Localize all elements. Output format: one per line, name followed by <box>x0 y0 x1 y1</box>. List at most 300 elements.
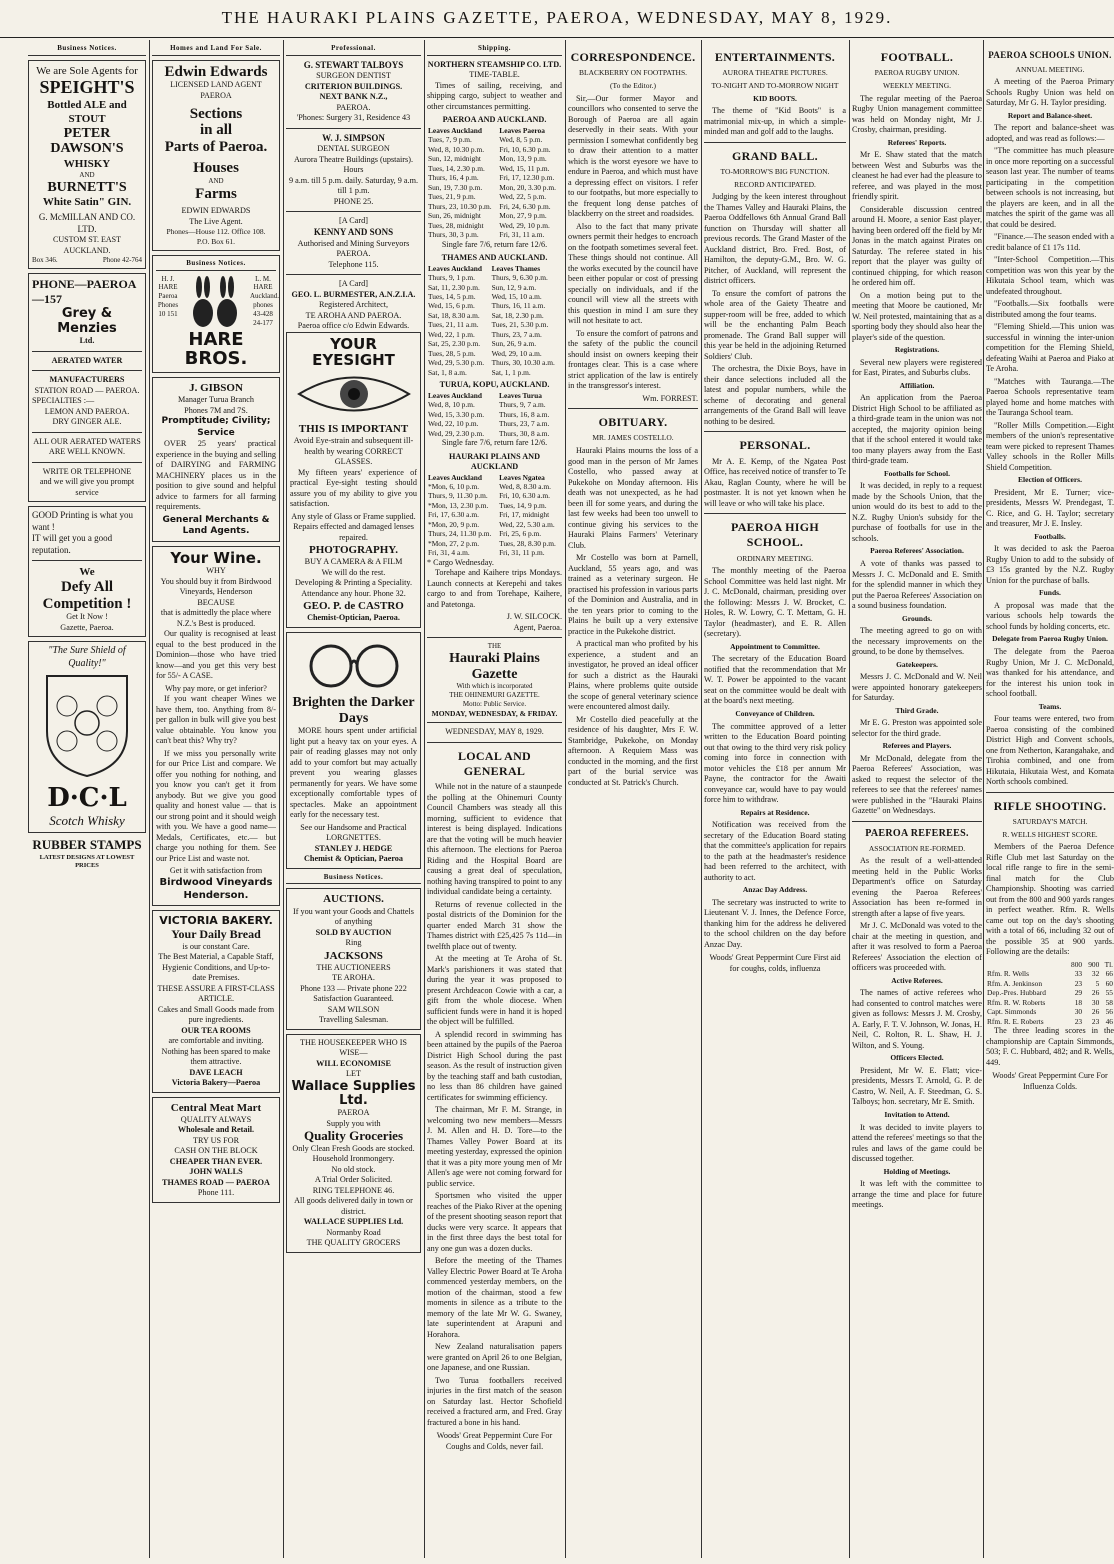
score-cell: 23 <box>1091 1016 1100 1026</box>
table-cell: Tues, 28, 5 p.m. <box>428 348 476 358</box>
ad-text: Parts of Paeroa. <box>164 138 268 155</box>
ad-brand: Brighten the Darker Days <box>292 695 415 726</box>
timetable-row <box>427 192 562 201</box>
timetable-row <box>427 339 562 348</box>
ad-text: Registered Architect, <box>318 300 389 309</box>
table-cell: Thurs, 9, 11.30 p.m. <box>428 491 488 501</box>
timetable-title: PAEROA AND AUCKLAND. <box>442 115 547 125</box>
ad-text: H. J. HARE Paeroa Phones 10 151 <box>157 274 179 319</box>
table-cell: Wed, 22, 5 p.m. <box>499 192 547 202</box>
paragraph: "Matches with Tauranga.—The Paeroa Schools representative team played home and home matches with the Tauranga School team. <box>986 376 1114 418</box>
wallace-ad <box>286 1034 421 1253</box>
section-heading: FOOTBALL. <box>880 50 954 64</box>
ad-text: Promptitude; Civility; Service <box>161 416 271 438</box>
paragraph: Notification was received from the secretary of the Education Board stating that the committee's application for repairs to the path at the headmaster's residence had been referred to the architect, with authority to act. <box>704 820 846 882</box>
ad-text: AND <box>79 170 95 179</box>
score-cell <box>986 960 1066 969</box>
score-table <box>986 960 1114 1026</box>
paragraph: Mr McDonald, delegate from the Paeroa Referees' Association, was asked to request the selector of the referees to see that the referees' names were published in the "Hauraki Plains Gazette" on Wednesdays. <box>852 753 982 816</box>
timetable-row <box>427 292 562 301</box>
table-cell: Wed, 29, 2.30 p.m. <box>428 428 485 438</box>
paragraph: It was decided to invite players to attend the referees' meetings so that the rules and laws of the game could be discussed together. <box>852 1122 982 1164</box>
ad-text: G. STEWART TALBOYS <box>303 59 404 70</box>
auctions-ad <box>286 888 421 1029</box>
shipping-company: NORTHERN STEAMSHIP CO. LTD. <box>427 59 562 69</box>
article-body <box>704 192 846 427</box>
table-cell: *Mon, 20, 9 p.m. <box>428 519 480 529</box>
table-cell: Fri, 25, 6 p.m. <box>499 529 542 539</box>
score-header <box>986 960 1114 969</box>
ad-text: Household Ironmongery. <box>312 1154 395 1164</box>
paragraph-heading: Affiliation. <box>899 380 935 390</box>
score-cell: Rfm. R. Wells <box>987 969 1029 979</box>
article-body <box>704 566 846 950</box>
ad-text: Avoid Eye-strain and subsequent ill-health by wearing CORRECT GLASSES. <box>293 436 414 467</box>
ad-text: Ring <box>345 938 362 948</box>
score-cell: 60 <box>1105 978 1113 988</box>
section-heading: OBITUARY. <box>598 415 668 430</box>
timetable-row <box>427 358 562 367</box>
column-rule <box>424 40 425 1558</box>
section-heading: GRAND BALL. <box>732 148 818 163</box>
section-heading: PAEROA SCHOOLS UNION. <box>988 50 1112 60</box>
paragraph: The monthly meeting of the Paeroa School Committee was held last night. Mr J. C. McDonald, chairman, presiding over the following: Messrs J. W. Brocket, C. Holes, R. W. Lowry, C. T. Mettam, G. H. Taylor (headmaster), and E. R. Allen (secretary). <box>704 566 846 639</box>
ad-text: Chemist & Optician, Paeroa <box>304 854 403 864</box>
ad-text: THIS IS IMPORTANT <box>298 423 409 435</box>
timetable-row <box>427 510 562 519</box>
paragraph-heading: Registrations. <box>894 345 940 355</box>
table-cell: Fri, 31, 11 p.m. <box>499 548 545 558</box>
table-cell: Thurs, 16, 4 p.m. <box>428 173 479 183</box>
table-cell: Wed, 29, 10 a.m. <box>491 348 542 358</box>
ad-text: Authorised and Mining Surveyors PAEROA. <box>297 238 410 258</box>
table-cell: Wed, 8, 8.30 a.m. <box>499 482 552 492</box>
table-cell: Thurs, 9, 7 a.m. <box>499 400 546 410</box>
timetable-row <box>427 400 562 409</box>
table-header-cell: Leaves Ngatea <box>499 472 545 482</box>
signature: Agent, Paeroa. <box>513 622 562 632</box>
brighten-ad <box>286 632 421 869</box>
paragraph: Mr E. G. Preston was appointed sole selector for the third grade. <box>852 718 982 738</box>
table-cell: Thurs, 30, 10.30 a.m. <box>491 358 555 368</box>
score-cell: 32 <box>1091 969 1100 979</box>
ad-phone: PHONE 25. <box>333 196 374 206</box>
ad-text: AND <box>208 176 224 185</box>
score-row <box>986 988 1114 997</box>
timetable-row <box>427 273 562 282</box>
paragraph: The meeting agreed to go on with the necessary improvements on the ground, to be done by themselves. <box>852 626 982 657</box>
ad-text: Satisfaction Guaranteed. <box>313 994 394 1004</box>
ad-phone: Phones—House 112. Office 108. <box>166 227 266 237</box>
ad-text: TRY US FOR <box>192 1135 240 1145</box>
timetable-row <box>427 429 562 438</box>
table-cell: Sun, 26, 9 a.m. <box>491 339 537 349</box>
ad-text: THESE ASSURE A FIRST-CLASS ARTICLE. <box>157 983 275 1004</box>
ad-text: SAM WILSON <box>327 1004 380 1014</box>
table-cell: Sat, 18, 2.30 p.m. <box>491 310 544 320</box>
timetable-header <box>427 473 562 482</box>
table-cell: Tues, 14, 2.30 p.m. <box>428 163 485 173</box>
timetable-note: * Cargo Wednesday. <box>427 557 494 567</box>
article-subheading: TO-NIGHT AND TO-MORROW NIGHT <box>711 80 839 90</box>
ad-text: Your Daily Bread <box>171 927 261 942</box>
table-cell: Sat, 18, 8.30 a.m. <box>428 310 480 320</box>
category-label: Shipping. <box>427 44 562 56</box>
ad-text: LICENSED LAND AGENT <box>170 80 262 90</box>
table-cell: Wed, 29, 5.30 p.m. <box>428 358 485 368</box>
timetable-thames <box>427 264 562 378</box>
table-cell: Wed, 22, 5.30 a.m. <box>499 519 555 529</box>
table-header-cell: Leaves Thames <box>491 263 541 273</box>
paragraph: Mr E. Shaw stated that the match between West and Suburbs was the cleanest he had ever had the pleasure to referee, and was played in the most friendly spirit. <box>852 150 982 202</box>
article-body: Members of the Paeroa Defence Rifle Club met last Saturday on the local rifle range to fire in the semi-final match for the Club Championship. Shooting was carried out from the 800 and 900 yards ranges in perfect weather. Rfm. R. Wells came out top on the day's shooting with a total of 66, including 32 out of the possible 35 at 900 yards. Following are the details: <box>986 842 1114 957</box>
ad-text: [A Card] <box>339 216 368 226</box>
timetable-row <box>427 283 562 292</box>
column-rule <box>565 40 566 1558</box>
table-cell: Wed, 15, 10 a.m. <box>491 291 542 301</box>
table-cell: Thurs, 30, 8 a.m. <box>499 428 550 438</box>
paragraph: While not in the nature of a staunpede the polling at the Ohinemuri County Council Chambers was steady all this morning, sufficient to evidence that interest is being displayed. Indications are that the voting will be much heavier this afternoon. The elections for Paeroa Riding and the Hospital Board are causing a great deal of speculation, nothing having transpired to point to any individual candidate being a certainty. <box>427 782 562 897</box>
ad-text: Woods' Great Peppermint Cure For Coughs and Colds, never fail. <box>436 1431 553 1451</box>
ad-firm: G. McMILLAN AND CO. LTD. <box>38 212 136 234</box>
paragraph: As the result of a well-attended meeting held in the Public Works Department's office on Saturday evening the Paeroa Referees' Association has been re-formed in strength after a lapse of five years. <box>852 856 982 918</box>
ad-text: STANLEY J. HEDGE <box>314 843 393 853</box>
timetable-row <box>427 164 562 173</box>
ad-text: Cakes and Small Goods made from pure ingredients. <box>157 1004 275 1025</box>
grey-menzies-ad <box>28 273 146 502</box>
table-header-cell: Leaves Turua <box>499 390 542 400</box>
paragraph: Judging by the keen interest throughout the Thames Valley and Hauraki Plains, the Paeroa Oddfellows 6th Annual Grand Ball function on Thursday will shatter all previous records. The Grand Master of the Auckland district, Bro. Fred. Bost, of Hamilton, the deputy-G.M., Bro. W. G. Pitcher, of Auckland, will represent the district officers. <box>704 192 846 286</box>
score-cell: Dep.-Pres. Hubbard <box>987 988 1046 998</box>
paragraph-heading: Repairs at Residence. <box>740 807 810 817</box>
paragraph: Four teams were entered, two from Paeroa consisting of the combined District High and Convent schools, one from Netherton, Karangahake, and Tirohia combined, and one from Hikutaia, Hikutaia West, and Komata North schools combined. <box>986 714 1114 787</box>
ad-text: GOOD Printing is what you want ! <box>32 510 133 532</box>
rabbits-icon <box>185 275 245 330</box>
ad-text: Defy All <box>60 579 114 596</box>
ad-text: 9 a.m. till 5 p.m. daily. Saturday, 9 a.m. till 1 p.m. <box>288 175 418 196</box>
paragraph: Hauraki Plains mourns the loss of a good man in the person of Mr James Costello, who passed away at Pukekohe on Monday afternoon. His death was not unexpected, as he had been ill for some years, and during the last few weeks had been too unwell to continue giving his services to the Hauraki Plains Farmers' Veterinary Club. <box>568 446 698 550</box>
score-cell: 800 <box>1071 959 1083 969</box>
ad-text: Only Clean Fresh Goods are stocked. <box>292 1143 415 1153</box>
table-cell: Sat, 1, 8 a.m. <box>428 367 467 377</box>
ad-text: PAEROA. <box>336 102 371 112</box>
kenny-card <box>286 216 421 270</box>
ad-phone: RING TELEPHONE 46. <box>312 1185 395 1195</box>
ad-text: MORE hours spent under artificial light put a heavy tax on your eyes. A pair of reading glasses may not only add to your comfort but may actually prevent you wearing glasses permanently for years. We have some exceptionally comfortable types of spectacles. Make an appointment early for the necessary test. <box>290 726 417 820</box>
ad-text: SURGEON DENTIST <box>316 71 391 81</box>
article-subheading: ASSOCIATION RE-FORMED. <box>868 843 966 853</box>
score-cell: Capt. Simmonds <box>987 1007 1037 1017</box>
ad-text: Any style of Glass or Frame supplied. <box>291 511 416 521</box>
timetable-row <box>427 529 562 538</box>
ad-text: LET <box>345 1069 361 1079</box>
ad-brand: Central Meat Mart <box>170 1101 262 1114</box>
meat-mart-ad <box>152 1097 280 1203</box>
ad-text: Woods' Great Peppermint Cure For Influenza Colds. <box>992 1071 1108 1091</box>
ad-text: Scotch Whisky <box>49 812 125 828</box>
ad-text: CASH ON THE BLOCK <box>174 1146 258 1156</box>
paragraph: The secretary was instructed to write to Lieutenant V. J. Innes, the Defence Force, thanking him for the address he delivered to the school children on the day before Anzac Day. <box>704 897 846 949</box>
score-cell: 56 <box>1105 1007 1113 1017</box>
table-cell: Thurs, 23, 7 a.m. <box>499 419 550 429</box>
ad-phone: Phone 111. <box>197 1188 235 1198</box>
table-cell: Thurs, 23, 7 a.m. <box>491 329 542 339</box>
score-cell: 26 <box>1091 988 1100 998</box>
ad-text: If you want your Goods and Chattels of anything <box>293 906 414 927</box>
timetable-title: THAMES AND AUCKLAND. <box>441 253 548 263</box>
table-cell: Wed, 15, 11 p.m. <box>499 163 550 173</box>
paragraph: The report and balance-sheet was adopted, and was read as follows:— <box>986 123 1114 143</box>
table-cell: Mon, 27, 9 p.m. <box>499 211 547 221</box>
hare-bros-ad <box>152 255 280 374</box>
paragraph: Mr Costello was born at Parnell, Auckland, 55 years ago, and was trained as a veterinary surgeon. He practised his profession in various parts of the Dominion and Australia, and in the ten years prior to coming to the Plains he built up a very extensive practice in the Pukekohe district. <box>568 553 698 636</box>
ad-text: We are Sole Agents for <box>36 64 138 77</box>
ad-text: GEO. P. de CASTRO <box>303 600 404 613</box>
ad-text: TE AROHA. <box>332 973 375 983</box>
paragraph: "Inter-School Competition.—This competition was won this year by the Hikutaia School team, which was undefeated throughout. <box>986 255 1114 296</box>
article-subheading: (To the Editor.) <box>610 80 656 90</box>
table-header-cell: Leaves Paeroa <box>499 125 545 135</box>
timetable-fare: Single fare 7/6, return fare 12/6. <box>441 438 548 448</box>
table-cell: Sun, 12, 9 a.m. <box>491 282 537 292</box>
score-cell: 33 <box>1074 969 1083 979</box>
paragraph: A meeting of the Paeroa Primary Schools Rugby Union was held on Saturday, Mr G. H. Taylor presiding. <box>986 77 1114 108</box>
timetable-row <box>427 349 562 358</box>
column-rule <box>283 40 284 1558</box>
section-heading: ENTERTAINMENTS. <box>714 50 836 64</box>
table-cell: Fri, 31, 11 a.m. <box>499 230 545 240</box>
score-cell: 55 <box>1105 988 1113 998</box>
rubber-stamps-ad <box>28 837 146 870</box>
article-body: The three leading scores in the championship are Captain Simmonds, 503; F. C. Hubbard, 482; and R. Wells, 449. <box>986 1026 1114 1067</box>
ad-brand: VICTORIA BAKERY. <box>159 914 273 928</box>
paragraph-heading: Invitation to Attend. <box>884 1109 950 1119</box>
ad-text: WRITE OR TELEPHONE <box>42 466 132 476</box>
ad-text: WHY <box>206 566 226 576</box>
paragraph: "Footballs.—Six footballs were distributed among the four teams. <box>986 299 1114 319</box>
paragraph-heading: Conveyance of Children. <box>735 708 815 718</box>
score-row <box>986 1017 1114 1026</box>
paragraph: President, Mr E. Turner; vice-presidents, Messrs W. Prendegast, T. C. Rice, and G. H. Taylor; secretary and treasurer, Mr J. E. Insley. <box>986 487 1114 529</box>
ad-text: CHEAPER THAN EVER. <box>169 1156 263 1166</box>
category-label: Business Notices. <box>286 873 421 885</box>
timetable-row <box>427 548 562 557</box>
table-cell: Sat, 25, 2.30 p.m. <box>428 339 481 349</box>
ad-text: Bottled ALE and STOUT <box>47 98 127 125</box>
edwin-edwards-ad <box>152 60 280 251</box>
timetable-title: TURUA, KOPU, AUCKLAND. <box>439 380 550 390</box>
ad-phone: Phones 7M and 7S. <box>184 405 248 415</box>
paragraph: It was decided, in reply to a request made by the Schools Union, that the union would do its best to add to the N.Z. Rugby Union's subsidy for the purchase of footballs for use in the schools. <box>852 481 982 543</box>
paragraph: It was decided to ask the Paeroa Rugby Union to add to the subsidy of £3 15s granted by the N.Z. Rugby Union for the purchase of balls. <box>986 544 1114 585</box>
ad-brand: SPEIGHT'S <box>39 77 135 98</box>
ad-text: Ltd. <box>79 336 95 346</box>
ad-text: Our quality is recognised at least equal to the best produced in the Dominion—those who have tried know—and you get this very best for 55/- A CASE. <box>156 629 276 681</box>
article-body <box>568 94 698 392</box>
paragraph: The orchestra, the Dixie Boys, have in their dance selections included all the latest and popular numbers, while the scheme of decorating and general arrangements of the Grand Ball will leave nothing to be desired. <box>704 364 846 426</box>
ad-text: GEO. L. BURMESTER, A.N.Z.I.A. <box>291 289 416 299</box>
ad-text: IT will get you a good reputation. <box>32 533 113 555</box>
table-cell: Fri, 17, 12.30 p.m. <box>499 173 555 183</box>
table-cell: Fri, 31, 4 a.m. <box>428 548 470 558</box>
ad-text: The Live Agent. <box>189 216 243 226</box>
table-cell: Tues, 28, 8.30 p.m. <box>499 538 556 548</box>
score-cell: 30 <box>1091 997 1100 1007</box>
table-cell: Fri, 24, 6.30 p.m. <box>499 201 551 211</box>
paragraph: The delegate from the Paeroa Rugby Union, Mr J. C. McDonald, was thanked for his attendance, and for the interest his union took in school football. <box>986 647 1114 699</box>
ad-text: Attendance any hour. Phone 32. <box>301 588 406 598</box>
table-cell: Thurs, 9, 1 p.m. <box>428 273 476 283</box>
table-cell: Thurs, 16, 11 a.m. <box>491 301 546 311</box>
ad-text: Paeroa office c/o Edwin Edwards. <box>297 321 410 330</box>
ad-text: Sections <box>189 105 243 122</box>
ad-text: Farms <box>195 185 237 202</box>
article-subheading: AURORA THEATRE PICTURES. <box>722 68 828 78</box>
article-subheading: SATURDAY'S MATCH. <box>1012 817 1088 827</box>
ad-text: WILL ECONOMISE <box>316 1058 391 1068</box>
column-rule <box>701 40 702 1558</box>
table-cell: Thurs, 9, 6.30 p.m. <box>491 273 548 283</box>
paragraph: President, Mr W. E. Flatt; vice-presidents, Messrs T. Arnold, G. P. de Castro, W. Neil, A. F. Steedman, G. S. Talboys; hon. secretary, Mr E. Smith. <box>852 1065 982 1107</box>
speights-ad <box>28 60 146 269</box>
ad-text: Travelling Salesman. <box>318 1015 389 1025</box>
paragraph-heading: Footballs for School. <box>884 468 950 478</box>
timetable-row <box>427 419 562 428</box>
paragraph: Several new players were registered for East, Pirates, and Suburbs clubs. <box>852 357 982 378</box>
ad-text: L. M. HARE Auckland. phones 43-428 24-177 <box>250 274 279 328</box>
article-subheading: WEEKLY MEETING. <box>882 80 952 90</box>
article-subheading: PAEROA RUGBY UNION. <box>874 68 960 78</box>
ad-text: BUY A CAMERA & A FILM <box>304 557 403 567</box>
ad-address: STATION ROAD — PAEROA. <box>34 385 140 395</box>
ad-text: Chemist-Optician, Paeroa. <box>307 613 400 623</box>
ad-text: ALL OUR AERATED WATERS ARE WELL KNOWN. <box>33 436 141 457</box>
ad-text: Victoria Bakery—Paeroa <box>171 1078 261 1088</box>
column-rule <box>849 40 850 1558</box>
ad-address: THAMES ROAD — PAEROA <box>162 1177 270 1187</box>
article-subheading: MR. JAMES COSTELLO. <box>592 433 674 443</box>
timetable-row <box>427 301 562 310</box>
ad-brand: Wallace Supplies Ltd. <box>291 1078 416 1108</box>
ad-brand: YOUR EYESIGHT <box>312 334 395 369</box>
table-cell: Sat, 1, 1 p.m. <box>491 367 531 377</box>
paragraph: It was left with the committee to arrange the time and place for future meetings. <box>852 1179 982 1210</box>
column-3 <box>286 44 421 1558</box>
ad-brand: Edwin Edwards <box>164 63 268 80</box>
table-cell: Wed, 8, 10 p.m. <box>428 400 475 410</box>
ad-text: in all <box>199 122 233 139</box>
timetable-row <box>427 154 562 163</box>
table-cell: Fri, 10, 6.30 p.m. <box>499 144 551 154</box>
table-cell: Tues, 14, 5 p.m. <box>428 291 476 301</box>
ad-text: JACKSONS <box>324 949 383 962</box>
timetable-row <box>427 202 562 211</box>
paragraph: The committee approved of a letter written to the Education Board pointing out that owing to the third very risk policy coming into force in connection with motor vehicles the £18 per annum Mr Payne, the contractor for the Awaiti conveyance car, would have to pay would force him to withdraw. <box>704 721 846 805</box>
category-label: Business Notices. <box>28 44 146 56</box>
paragraph: Considerable discussion centred around H. Moore, a senior East player, having been ordered off the field by Mr Jonas in the match against Pirates on Saturday. The referee stated in his report that the player was guilty of continued chipping, for which reason he ordered him off. <box>852 204 982 288</box>
ad-text: EDWIN EDWARDS <box>181 206 251 216</box>
ad-brand: AUCTIONS. <box>323 893 384 906</box>
ad-address: CUSTOM ST. EAST AUCKLAND. <box>53 235 121 255</box>
score-cell: 26 <box>1091 1007 1100 1017</box>
article-body <box>986 77 1114 788</box>
ad-text: All goods delivered daily in town or district. <box>294 1196 413 1216</box>
ad-text: Woods' Great Peppermint Cure First aid for coughs, colds, influenza <box>709 953 841 973</box>
eyesight-ad <box>286 332 421 628</box>
table-cell: Wed, 8, 5 p.m. <box>499 135 543 145</box>
paragraph: Two Turua footballers received injuries in the first match of the season on Saturday last. Hector Schofield received a fractured arm, and Fred. Gray fractured a bone in his hand. <box>427 1375 562 1427</box>
timetable-hauraki <box>427 473 562 558</box>
ad-text: WALLACE SUPPLIES Ltd. <box>303 1217 404 1227</box>
ad-brand: Grey & Menzies <box>57 306 117 336</box>
ad-text: J. GIBSON <box>189 382 243 395</box>
article-body <box>427 782 562 1428</box>
paragraph-heading: Officers Elected. <box>890 1053 944 1063</box>
paragraph: "Roller Mills Competition.—Eight members of the union's representative team were picked to represent Thames Valley schools in the Roller Mills Shield Competition. <box>986 420 1114 472</box>
timetable-row <box>427 211 562 220</box>
timetable-row <box>427 320 562 329</box>
score-cell: Rfm. A. Jenkinson <box>987 978 1043 988</box>
ad-brand: Birdwood Vineyards Henderson. <box>159 876 273 901</box>
ad-text: LATEST DESIGNS AT LOWEST PRICES <box>39 854 135 870</box>
timetable-title: HAURAKI PLAINS AND AUCKLAND <box>449 451 540 472</box>
paragraph-heading: Appointment to Committee. <box>730 641 820 651</box>
table-cell: Sun, 12, midnight <box>428 154 481 164</box>
signature: Wm. FORREST. <box>642 393 698 403</box>
spectacles-icon <box>299 636 409 692</box>
timetable-row <box>427 183 562 192</box>
table-header-cell: Leaves Auckland <box>428 390 483 400</box>
table-cell: Fri, 17, 6.30 a.m. <box>428 510 479 520</box>
paragraph: "Finance.—The season ended with a credit balance of £1 17s 11d. <box>986 232 1114 252</box>
paragraph: A splendid record in swimming has been attained by the pupils of the Paeroa District High School during the past season. As the result of instruction given by the teaching staff and bath custodian, no less than 86 children have gained certificates for swimming efficiency. <box>427 1029 562 1102</box>
timetable-row <box>427 539 562 548</box>
article-subheading: KID BOOTS. <box>753 93 797 103</box>
timetable-row <box>427 491 562 500</box>
column-rule <box>983 40 984 1558</box>
table-cell: Sat, 11, 2.30 p.m. <box>428 282 480 292</box>
timetable-note: Torehape and Kaihere trips Mondays. Launch connects at Kerepehi and takes cargo to and from Torehape, Kaihere, and Patetonga. <box>427 568 562 609</box>
column-5 <box>568 44 698 1558</box>
ad-text: If you want cheaper Wines we have them, too. Anything from 8/- per gallon in bulk will give you best value obtainable. You know you can't beat this? Why try? <box>156 694 276 746</box>
ad-text: Gazette, Paeroa. <box>60 622 114 632</box>
paragraph-heading: Teams. <box>1038 701 1062 711</box>
table-cell: Tues, 21, 9 p.m. <box>428 192 476 202</box>
ad-text: Hours <box>343 165 364 175</box>
table-cell: Mon, 20, 3.30 p.m. <box>499 182 556 192</box>
paragraph: The chairman, Mr F. M. Strange, in welcoming two new members—Messrs J. M. Allen and H. D. Tore—to the Thames Valley Power Board at its meeting yesterday, expressed the opinion that it was a pity more young men of Mr Allen's age were not coming forward for public service. <box>427 1105 562 1188</box>
shield-icon <box>37 671 137 781</box>
ad-brand: BURNETT'S <box>47 179 127 195</box>
table-cell: Wed, 29, 10 p.m. <box>499 220 550 230</box>
table-header-cell: Leaves Auckland <box>428 125 483 135</box>
timetable-row <box>427 145 562 154</box>
section-heading: PERSONAL. <box>739 438 811 453</box>
timetable-row <box>427 173 562 182</box>
table-cell: Tues, 21, 5.30 p.m. <box>491 320 549 330</box>
paragraph: To ensure the comfort of patrons the whole area of the Gaiety Theatre and supper-room will be free, added to which will be the enchanting Palm Beach promenade. The Grand Ball supper will this year be held in the adjoining Returned Soldiers' Club. <box>704 288 846 361</box>
paragraph: An application from the Paeroa District High School to be affiliated as a third-grade team in the union was not accepted, the majority opinion being that if the school entered it would take too many players away from the East third-grade team. <box>852 393 982 466</box>
paragraph-heading: Third Grade. <box>895 705 939 715</box>
shipping-notice: Times of sailing, receiving, and shipping cargo, subject to weather and other circumstances permitting. <box>427 80 562 111</box>
table-cell: Fri, 10, 6.30 a.m. <box>499 491 550 501</box>
gibson-ad <box>152 377 280 542</box>
paragraph-heading: Paeroa Referees' Association. <box>870 546 964 556</box>
ad-text: THE QUALITY GROCERS <box>306 1238 401 1248</box>
timetable-row <box>427 368 562 377</box>
timetable-fare: Single fare 7/6, return fare 12/6. <box>441 239 548 249</box>
section-heading: PAEROA REFEREES. <box>865 827 969 839</box>
